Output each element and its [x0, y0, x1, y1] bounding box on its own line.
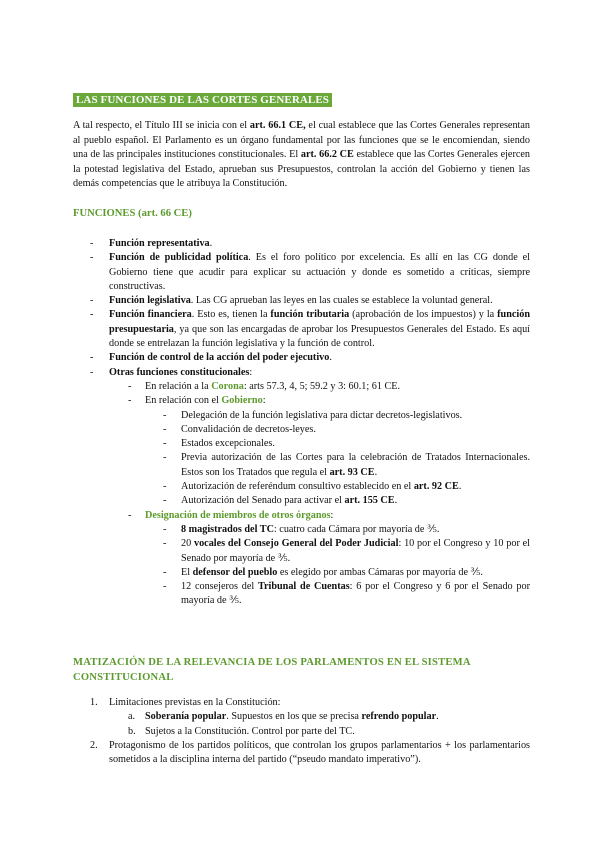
item-bold: Otras funciones constitucionales — [109, 366, 250, 378]
list-item — [73, 437, 530, 451]
item-text: : 6 por el Congreso y 6 por el Senado por mayoría de ⅗. — [181, 581, 530, 607]
list-item — [73, 509, 530, 523]
bullet-marker: - — [163, 423, 167, 435]
item-bold: Soberanía popular — [145, 711, 227, 723]
list-item — [73, 423, 530, 437]
item-bold: Función de control de la acción del poder ejecutivo — [109, 352, 330, 364]
item-text: Autorización del Senado para activar el — [181, 495, 345, 507]
intro-paragraph — [73, 119, 530, 192]
list-item — [73, 566, 530, 580]
gobierno-highlight: Gobierno — [221, 395, 263, 407]
item-text: . — [436, 711, 439, 723]
matizacion-list — [73, 696, 530, 767]
ordered-item — [73, 739, 530, 768]
item-bold: vocales del Consejo General del Poder Judicial — [193, 538, 399, 550]
item-text: . — [394, 495, 398, 507]
item-text: . — [458, 481, 462, 493]
section-title: LAS FUNCIONES DE LAS CORTES GENERALES — [73, 93, 332, 107]
bullet-marker: - — [90, 238, 94, 249]
list-item — [73, 366, 530, 380]
intro-text-3: establece que las Cortes Generales ejercen la potestad legislativa del Estado, aprueban sus Presupuestos, controlan la acción del Gobierno y tienen las demás competencias que le atribuya la Constitución. — [73, 149, 530, 189]
bullet-marker: - — [90, 366, 94, 378]
item-bold: Función de publicidad política — [109, 252, 249, 264]
item-text: (aprobación de los impuestos) y la — [349, 309, 498, 321]
item-text: Estados excepcionales. — [181, 438, 275, 450]
item-text: Previa autorización de las Cortes para la celebración de Tratados Internacionales. Estos son los Tratados que regula el — [181, 452, 530, 478]
corona-highlight: Corona — [211, 380, 244, 392]
matizacion-heading: MATIZACIÓN DE LA RELEVANCIA DE LOS PARLAMENTOS EN EL SISTEMA CONSTITUCIONAL — [73, 657, 471, 683]
bullet-marker: - — [163, 452, 167, 464]
ordered-item — [73, 696, 530, 710]
item-bold: función presupuestaria — [109, 309, 530, 335]
bullet-marker: - — [163, 495, 167, 507]
bullet-marker: - — [163, 438, 167, 450]
bullet-marker: - — [90, 309, 94, 321]
item-bold: Función legislativa — [109, 295, 191, 307]
bullet-marker: - — [90, 252, 94, 264]
bullet-marker: - — [128, 395, 132, 407]
bullet-marker: - — [163, 481, 167, 493]
list-item — [73, 451, 530, 480]
bullet-marker: - — [163, 538, 167, 550]
item-bold: refrendo popular — [361, 711, 437, 723]
item-text: . Supuestos en los que se precisa — [226, 711, 362, 723]
item-number: a. — [128, 711, 136, 723]
item-text: . — [209, 238, 213, 249]
list-item — [73, 580, 530, 609]
item-text: . Es el foro político por excelencia. Es allí en las CG donde el Gobierno tiene que acudir para explicar su actuación y donde es sometido a críticas, siempre constructivas. — [109, 252, 530, 292]
item-text: . — [374, 466, 378, 478]
designacion-highlight: Designación de miembros de otros órganos — [145, 509, 331, 521]
item-bold: Tribunal de Cuentas — [257, 581, 350, 593]
item-text: : 10 por el Congreso y 10 por el Senado por mayoría de ⅗. — [181, 538, 531, 564]
title-wrap — [73, 90, 332, 108]
item-number: 2. — [90, 739, 98, 751]
item-number: b. — [128, 725, 136, 737]
item-text: En relación con el — [145, 395, 222, 407]
bullet-marker: - — [128, 509, 132, 521]
bullet-marker: - — [163, 523, 167, 535]
item-text: Delegación de la función legislativa para dictar decretos-legislativos. — [181, 409, 463, 421]
list-item — [73, 394, 530, 408]
list-item — [73, 523, 530, 537]
item-bold: función tributaria — [270, 309, 350, 321]
list-item — [73, 537, 530, 566]
item-text: . — [329, 352, 332, 364]
item-text: . Las CG aprueban las leyes en las cuales se establece la voluntad general. — [190, 295, 493, 307]
list-item — [73, 294, 530, 308]
item-text: es elegido por ambas Cámaras por mayoría de ⅗. — [277, 566, 483, 578]
list-item — [73, 237, 530, 251]
item-text: Sujetos a la Constitución. Control por parte del TC. — [145, 725, 355, 737]
list-item — [73, 351, 530, 365]
item-text: Autorización de referéndum consultivo establecido en el — [181, 481, 414, 493]
ordered-subitem — [73, 725, 530, 739]
bullet-marker: - — [163, 409, 167, 421]
item-bold: defensor del pueblo — [192, 566, 278, 578]
funciones-heading: FUNCIONES (art. 66 CE) — [73, 208, 192, 219]
bullet-marker: - — [90, 352, 94, 364]
ordered-subitem — [73, 710, 530, 724]
list-item — [73, 409, 530, 423]
item-bold: art. 155 CE — [344, 495, 395, 507]
bullet-marker: - — [128, 380, 132, 392]
item-text: . Esto es, tienen la — [191, 309, 271, 321]
item-text: : — [262, 395, 266, 407]
intro-text-1: A tal respecto, el Título III se inicia con el — [73, 120, 250, 131]
bullet-marker: - — [90, 295, 94, 307]
item-text: En relación a la — [145, 380, 212, 392]
item-bold: art. 93 CE — [329, 466, 375, 478]
item-text: El — [181, 566, 193, 578]
item-text: Limitaciones previstas en la Constitución: — [109, 697, 281, 708]
item-bold: art. 92 CE — [413, 481, 459, 493]
item-text: Protagonismo de los partidos políticos, que controlan los grupos parlamentarios + los parlamentarios sometidos a la disciplina interna del partido (“pseudo mandato imperativo”). — [109, 739, 530, 766]
item-text: : cuatro cada Cámara por mayoría de ⅗. — [273, 523, 440, 535]
list-item — [73, 494, 530, 508]
intro-art-66-1: art. 66.1 CE, — [249, 120, 306, 131]
item-text: : — [330, 509, 334, 521]
item-text: 12 consejeros del — [181, 581, 258, 593]
intro-art-66-2: art. 66.2 CE — [300, 149, 354, 160]
item-bold: Función representativa — [109, 238, 210, 249]
funciones-list — [73, 237, 530, 609]
list-item — [73, 480, 530, 494]
bullet-marker: - — [163, 566, 167, 578]
item-number: 1. — [90, 697, 98, 708]
intro-text-2: el cual establece que las Cortes Generales representan al pueblo español. El Parlamento es un órgano fundamental por las funciones que se le encomiendan, siendo una de las principales instituciones constitucionales. El — [73, 120, 530, 160]
list-item — [73, 251, 530, 294]
item-text: : arts 57.3, 4, 5; 59.2 y 3: 60.1; 61 CE. — [243, 380, 401, 392]
item-bold: 8 magistrados del TC — [181, 523, 274, 535]
item-text: , ya que son las encargadas de aprobar los Presupuestos Generales del Estado. Es aquí donde se entrelazan la función legislativa y la función de control. — [109, 323, 530, 350]
item-text: : — [249, 366, 253, 378]
list-item — [73, 380, 530, 394]
list-item — [73, 308, 530, 351]
item-text: 20 — [181, 538, 194, 550]
bullet-marker: - — [163, 581, 167, 593]
item-bold: Función financiera — [109, 309, 192, 321]
item-text: Convalidación de decretos-leyes. — [181, 423, 316, 435]
